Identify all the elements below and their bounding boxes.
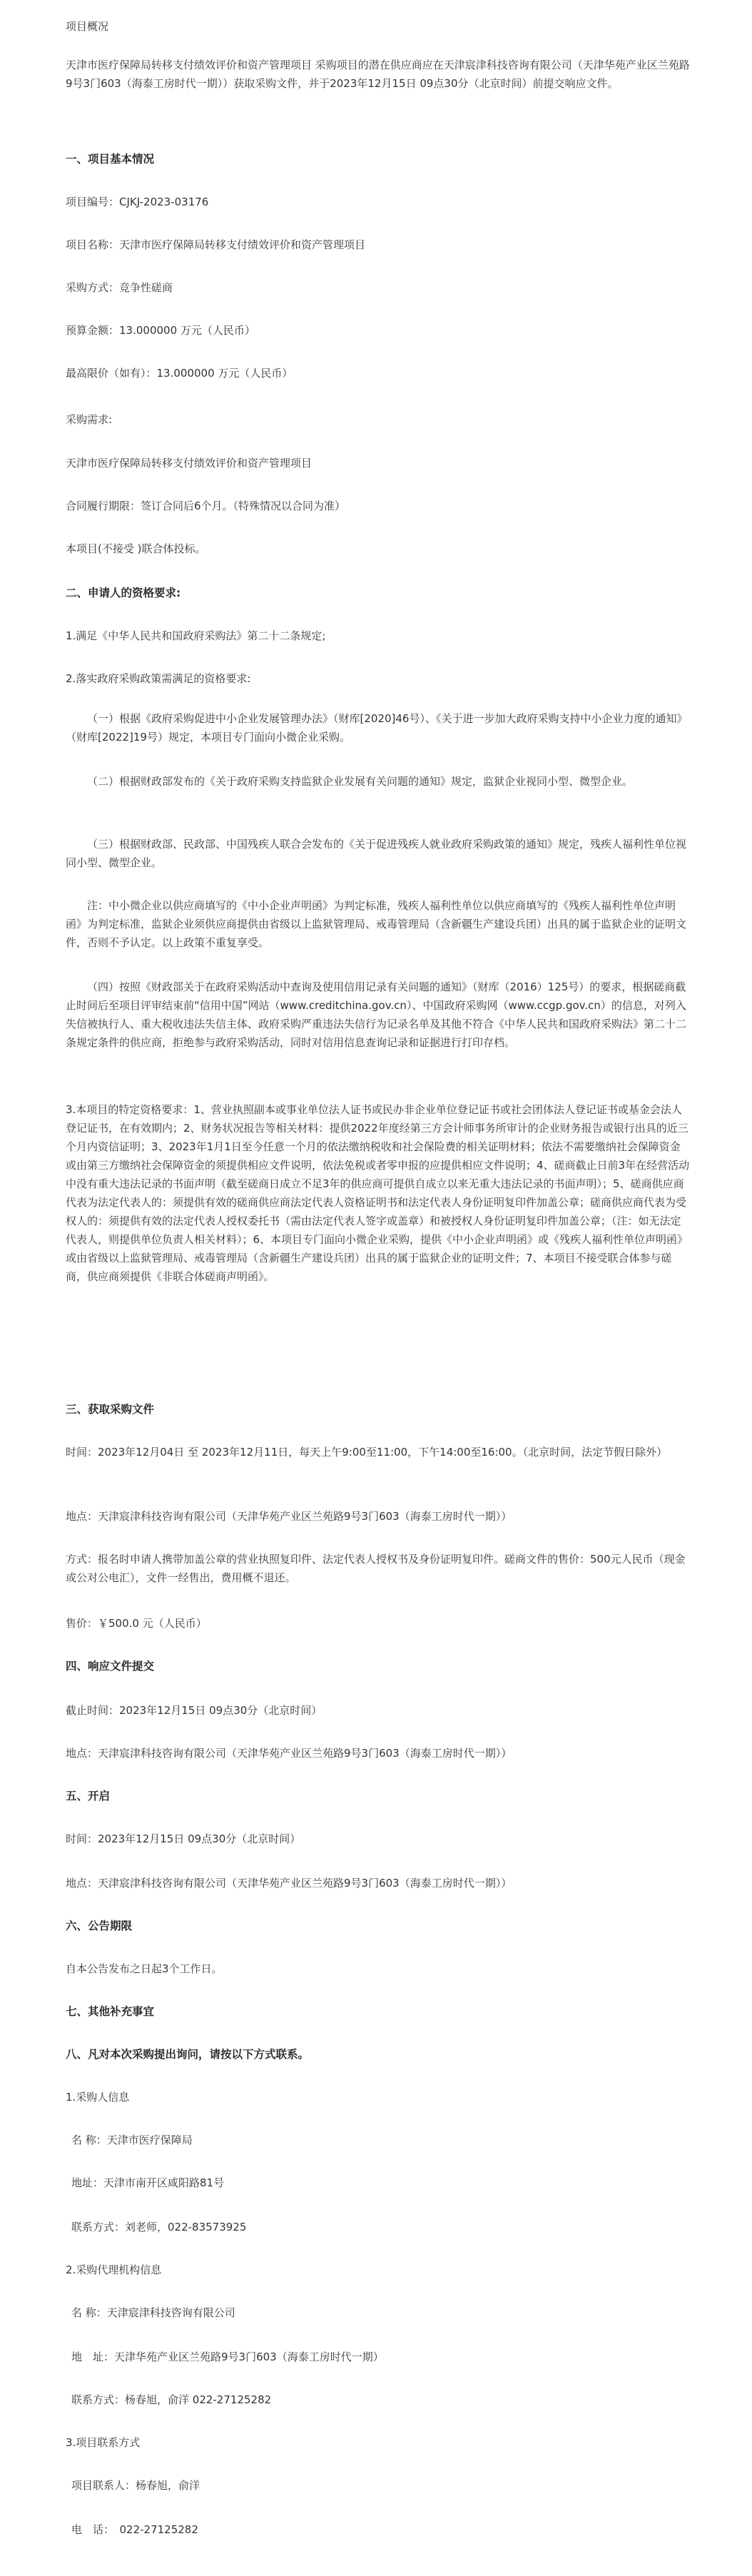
section-2-title: 二、申请人的资格要求:: [66, 587, 181, 599]
obtain-method: 方式：报名时申请人携带加盖公章的营业执照复印件、法定代表人授权书及身份证明复印件。磋商文件的售价：500元人民币（现金或公对公电汇），文件一经售出，费用概不退还。: [66, 1553, 686, 1584]
specific-qualifications: 3.本项目的特定资格要求：1、营业执照副本或事业单位法人证书或民办非企业单位登记证书或社会团体法人登记证书或基金会法人登记证书，在有效期内；2、财务状况报告等相关材料：提供2022年度经第三方会计师事务所审计的企业财务报告或银行出具的近三个月内资信证明；3、2023年1月1日至今任意一个月的依法缴纳税收和社会保险费的相关证明材料；依法不需要缴纳社会保障资金或由第三方缴纳社会保障资金的须提供相应文件说明，依法免税或者零申报的应提供相应文件说明；4、磋商截止日前3年在经营活动中没有重大违法记录的书面声明（截至磋商日成立不足3年的供应商可提供自成立以来无重大违法记录的书面声明）；5、磋商供应商代表为法定代表人的：须提供有效的磋商供应商法定代表人资格证明书和法定代表人身份证明复印件加盖公章；磋商供应商代表为受权人的：须提供有效的法定代表人授权委托书（需由法定代表人签字或盖章）和被授权人身份证明复印件加盖公章；（注：如无法定代表人，则提供单位负责人相关材料）；6、本项目专门面向小微企业采购，提供《中小企业声明函》或《残疾人福利性单位声明函》或由省级以上监狱管理局、戒毒管理局（含新疆生产建设兵团）出具的属于监狱企业的证明文件；7、本项目不接受联合体参与磋商，供应商须提供《非联合体磋商声明函》。: [66, 1103, 690, 1283]
section-5-title: 五、开启: [66, 1790, 111, 1802]
document-price: 售价：￥500.0 元（人民币）: [66, 1617, 207, 1630]
purchaser-info-label: 1.采购人信息: [66, 2091, 130, 2104]
qualification-2: 2.落实政府采购政策需满足的资格要求:: [66, 672, 251, 685]
procurement-method: 采购方式：竞争性磋商: [66, 281, 173, 294]
purchaser-address: 地址：天津市南开区咸阳路81号: [71, 2176, 225, 2189]
section-6-title: 六、公告期限: [66, 1920, 133, 1932]
section-7-title: 七、其他补充事宜: [66, 2005, 155, 2018]
requirement-label: 采购需求:: [66, 413, 113, 426]
purchaser-name: 名 称：天津市医疗保障局: [71, 2134, 193, 2146]
obtain-time: 时间：2023年12月04日 至 2023年12月11日，每天上午9:00至11:00，下午14:00至16:00。（北京时间，法定节假日除外）: [66, 1446, 668, 1459]
overview-label: 项目概况: [66, 20, 109, 33]
purchaser-contact: 联系方式：刘老师，022-83573925: [71, 2221, 247, 2233]
project-number: 项目编号：CJKJ-2023-03176: [66, 196, 209, 208]
qualification-2a: （一）根据《政府采购促进中小企业发展管理办法》（财库[2020]46号）、《关于进一步加大政府采购支持中小企业力度的通知》（财库[2022]19号）规定，本项目专门面向小微企业采购。: [66, 712, 688, 744]
agency-address: 地 址：天津华苑产业区兰苑路9号3门603（海泰工房时代一期）: [71, 2351, 384, 2363]
consortium-note: 本项目(不接受 )联合体投标。: [66, 542, 206, 555]
section-4-title: 四、响应文件提交: [66, 1660, 155, 1673]
notice-period: 自本公告发布之日起3个工作日。: [66, 1962, 223, 1975]
agency-name: 名 称：天津宸津科技咨询有限公司: [71, 2306, 235, 2319]
opening-time: 时间：2023年12月15日 09点30分（北京时间）: [66, 1832, 301, 1845]
contract-period: 合同履行期限：签订合同后6个月。（特殊情况以合同为准）: [66, 500, 346, 512]
section-1-title: 一、项目基本情况: [66, 153, 155, 166]
max-price: 最高限价（如有）：13.000000 万元（人民币）: [66, 367, 293, 380]
opening-place: 地点：天津宸津科技咨询有限公司（天津华苑产业区兰苑路9号3门603（海泰工房时代一期））: [66, 1877, 512, 1890]
qualification-note: 注：中小微企业以供应商填写的《中小企业声明函》为判定标准，残疾人福利性单位以供应商填写的《残疾人福利性单位声明函》为判定标准，监狱企业须供应商提供由省级以上监狱管理局、戒毒管理局（含新疆生产建设兵团）出具的属于监狱企业的证明文件，否则不予认定。以上政策不重复享受。: [66, 899, 687, 949]
qualification-1: 1.满足《中华人民共和国政府采购法》第二十二条规定;: [66, 629, 326, 642]
budget-amount: 预算金额：13.000000 万元（人民币）: [66, 324, 255, 337]
qualification-2b: （二）根据财政部发布的《关于政府采购支持监狱企业发展有关问题的通知》规定，监狱企业视同小型、微型企业。: [87, 775, 634, 788]
requirement-content: 天津市医疗保障局转移支付绩效评价和资产管理项目: [66, 457, 313, 470]
submission-place: 地点：天津宸津科技咨询有限公司（天津华苑产业区兰苑路9号3门603（海泰工房时代一期））: [66, 1747, 512, 1760]
section-8-title: 八、凡对本次采购提出询问，请按以下方式联系。: [66, 2048, 310, 2061]
qualification-2c: （三）根据财政部、民政部、中国残疾人联合会发布的《关于促进残疾人就业政府采购政策的通知》规定，残疾人福利性单位视同小型、微型企业。: [66, 838, 687, 869]
agency-contact: 联系方式：杨春旭，俞洋 022-27125282: [71, 2393, 272, 2406]
section-3-title: 三、获取采购文件: [66, 1403, 155, 1416]
intro-paragraph: 天津市医疗保障局转移支付绩效评价和资产管理项目 采购项目的潜在供应商应在天津宸津科技咨询有限公司（天津华苑产业区兰苑路9号3门603（海泰工房时代一期））获取采购文件，并于2023年12月15日 09点30分（北京时间）前提交响应文件。: [66, 59, 690, 90]
obtain-place: 地点：天津宸津科技咨询有限公司（天津华苑产业区兰苑路9号3门603（海泰工房时代一期））: [66, 1510, 512, 1523]
project-contact-phone: 电 话： 022-27125282: [71, 2523, 198, 2536]
project-contact-person: 项目联系人：杨春旭，俞洋: [71, 2479, 200, 2492]
project-contact-label: 3.项目联系方式: [66, 2436, 141, 2449]
project-name: 项目名称：天津市医疗保障局转移支付绩效评价和资产管理项目: [66, 238, 366, 251]
submission-deadline: 截止时间：2023年12月15日 09点30分（北京时间）: [66, 1704, 322, 1717]
qualification-2d: （四）按照《财政部关于在政府采购活动中查询及使用信用记录有关问题的通知》（财库（2016）125号）的要求，根据磋商截止时间后至项目评审结束前“信用中国”网站（www.creditchina.gov.cn）、中国政府采购网（www.ccgp.gov.cn）的信息，对列入失信被执行人、重大税收违法失信主体、政府采购严重违法失信行为记录名单及其他不符合《中华人民共和国政府采购法》第二十二条规定条件的供应商，拒绝参与政府采购活动，同时对信用信息查询记录和证据进行打印存档。: [66, 980, 687, 1049]
agency-info-label: 2.采购代理机构信息: [66, 2263, 162, 2276]
